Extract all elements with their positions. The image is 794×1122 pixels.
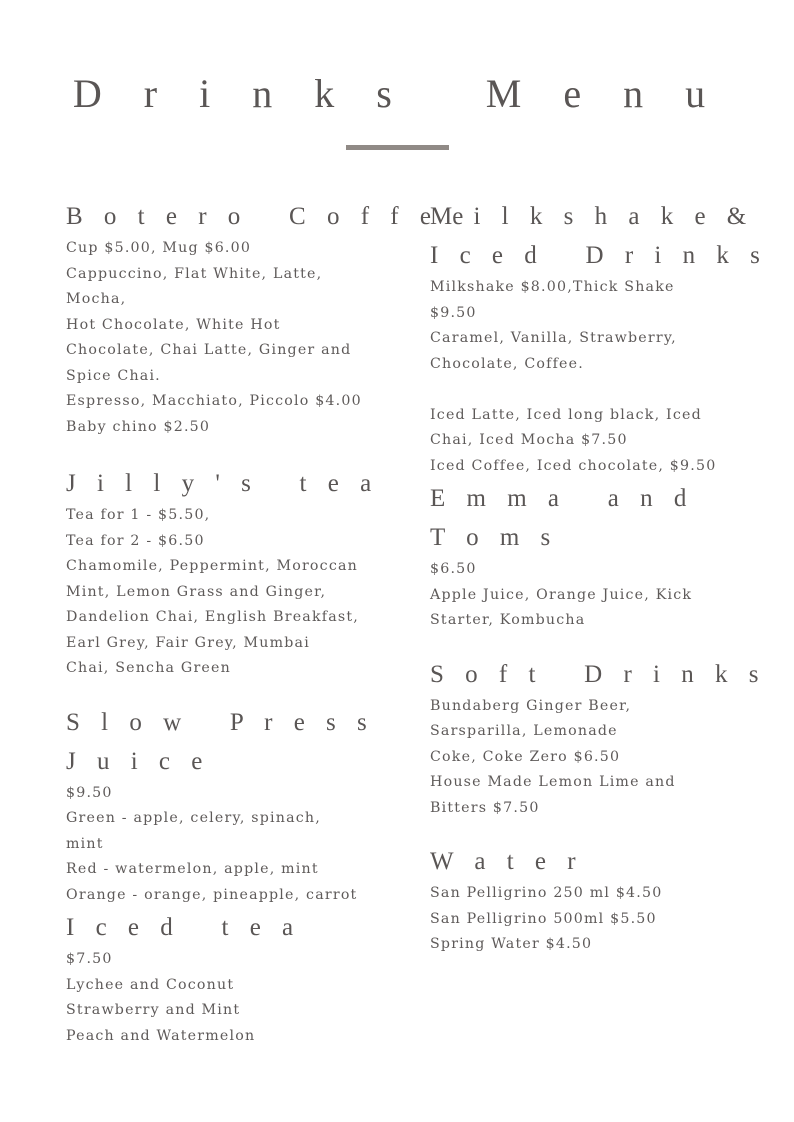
menu-line: Strawberry and Mint bbox=[66, 1002, 241, 1018]
section-emma-and-toms bbox=[430, 479, 750, 634]
section-iced-tea bbox=[66, 908, 386, 1049]
section-slow-press-juice bbox=[66, 703, 386, 909]
menu-line: Lychee and Coconut bbox=[66, 976, 235, 993]
menu-line: Peach and Watermelon bbox=[66, 1027, 256, 1044]
menu-line: $9.50 bbox=[430, 304, 477, 321]
section-water bbox=[430, 842, 750, 958]
menu-line: Iced Latte, Iced long black, Iced bbox=[430, 406, 702, 423]
menu-line bbox=[430, 377, 750, 403]
menu-line: $6.50 bbox=[430, 561, 477, 577]
page-title: D r i n k s M e n u bbox=[72, 71, 722, 116]
menu-line: Iced Coffee, Iced chocolate, $9.50 bbox=[430, 457, 717, 474]
menu-line: Green - apple, celery, spinach, bbox=[66, 810, 321, 826]
menu-line: Spring Water $4.50 bbox=[430, 936, 593, 952]
section-milkshake-iced-drinks bbox=[430, 197, 768, 479]
section-title: T o m s bbox=[430, 524, 558, 551]
menu-line: House Made Lemon Lime and bbox=[430, 774, 676, 790]
menu-line: Chocolate, Coffee. bbox=[430, 355, 584, 372]
section-title: E m m a a n d bbox=[430, 485, 694, 512]
menu-line: Orange - orange, pineapple, carrot bbox=[66, 886, 358, 903]
menu-line: $7.50 bbox=[66, 951, 113, 967]
menu-line: Chai, Iced Mocha $7.50 bbox=[430, 432, 628, 448]
menu-line: Red - watermelon, apple, mint bbox=[66, 861, 319, 877]
menu-line: Chai, Sencha Green bbox=[66, 660, 231, 676]
menu-line: San Pelligrino 250 ml $4.50 bbox=[430, 885, 663, 901]
section-title: J u i c e bbox=[66, 747, 210, 775]
section-title: I c e d t e a bbox=[66, 914, 301, 941]
menu-line: mint bbox=[66, 835, 104, 852]
menu-line: Chamomile, Peppermint, Moroccan bbox=[66, 558, 358, 574]
menu-line: Mint, Lemon Grass and Ginger, bbox=[66, 583, 327, 600]
left-column bbox=[66, 197, 471, 1049]
section-title: S o f t D r i n k s bbox=[430, 660, 766, 688]
menu-line: $9.50 bbox=[66, 784, 113, 801]
menu-line: Tea for 1 - $5.50, bbox=[66, 507, 211, 523]
menu-line: Caramel, Vanilla, Strawberry, bbox=[430, 330, 677, 346]
menu-line: Bundaberg Ginger Beer, bbox=[430, 697, 632, 714]
section-jillys-tea bbox=[66, 464, 386, 682]
section-title: W a t e r bbox=[430, 848, 584, 875]
section-title: B o t e r o C o f f e e bbox=[66, 203, 471, 230]
menu-line: Tea for 2 - $6.50 bbox=[66, 532, 205, 549]
menu-line: Hot Chocolate, White Hot bbox=[66, 316, 281, 333]
section-title: S l o w P r e s s bbox=[66, 708, 375, 736]
menu-line: Espresso, Macchiato, Piccolo $4.00 bbox=[66, 393, 362, 409]
menu-line: Cup $5.00, Mug $6.00 bbox=[66, 240, 252, 256]
menu-line: Apple Juice, Orange Juice, Kick bbox=[430, 586, 693, 603]
menu-line: Cappuccino, Flat White, Latte, bbox=[66, 265, 323, 282]
menu-line: Dandelion Chai, English Breakfast, bbox=[66, 609, 359, 625]
menu-line: Milkshake $8.00,Thick Shake bbox=[430, 279, 675, 295]
menu-line: Spice Chai. bbox=[66, 367, 161, 384]
section-title: M i l k s h a k e & bbox=[430, 203, 754, 230]
section-title: J i l l y ' s t e a bbox=[66, 470, 379, 497]
menu-line: Mocha, bbox=[66, 291, 127, 307]
menu-line: Earl Grey, Fair Grey, Mumbai bbox=[66, 634, 310, 651]
section-soft-drinks bbox=[430, 655, 766, 822]
menu-line: Starter, Kombucha bbox=[430, 612, 586, 628]
menu-line: Chocolate, Chai Latte, Ginger and bbox=[66, 342, 352, 358]
section-title: I c e d D r i n k s bbox=[430, 242, 768, 269]
menu-line: Sarsparilla, Lemonade bbox=[430, 723, 618, 739]
menu-line: Coke, Coke Zero $6.50 bbox=[430, 748, 621, 765]
menu-line: Bitters $7.50 bbox=[430, 799, 540, 816]
menu-line: San Pelligrino 500ml $5.50 bbox=[430, 910, 657, 927]
right-column bbox=[430, 197, 768, 958]
menu-line: Baby chino $2.50 bbox=[66, 418, 211, 435]
title-divider bbox=[346, 145, 449, 150]
